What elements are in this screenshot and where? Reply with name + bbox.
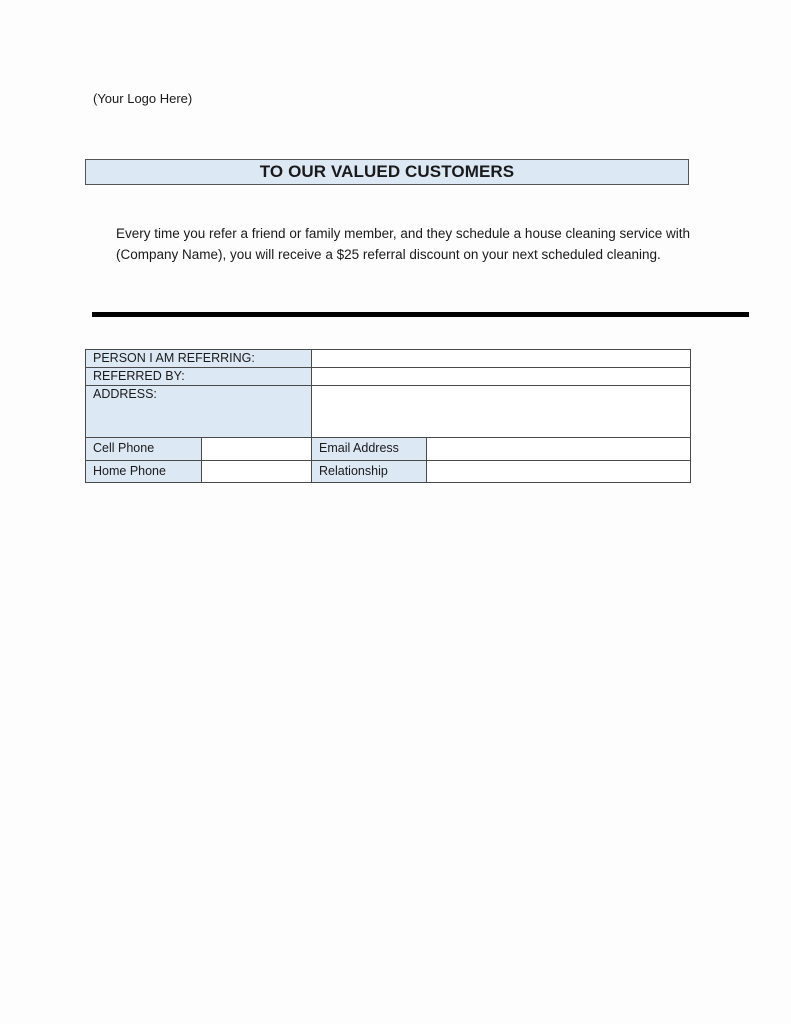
home-phone-field[interactable] xyxy=(202,461,312,483)
form-row-person-referring xyxy=(86,350,691,368)
referred-by-label: REFERRED BY: xyxy=(86,368,312,386)
form-row-referred-by xyxy=(86,368,691,386)
page-title: TO OUR VALUED CUSTOMERS xyxy=(85,159,689,185)
referred-by-field[interactable] xyxy=(312,368,691,386)
relationship-field[interactable] xyxy=(427,461,691,483)
person-referring-field[interactable] xyxy=(312,350,691,368)
address-field[interactable] xyxy=(312,386,691,438)
email-address-label: Email Address xyxy=(312,438,427,461)
cell-phone-field[interactable] xyxy=(202,438,312,461)
cell-phone-label: Cell Phone xyxy=(86,438,202,461)
person-referring-label: PERSON I AM REFERRING: xyxy=(86,350,312,368)
address-label: ADDRESS: xyxy=(86,386,312,438)
intro-paragraph: Every time you refer a friend or family member, and they schedule a house cleaning service with (Company Name), you will receive a $25 referral discount on your next scheduled cleaning. xyxy=(116,226,691,262)
form-row-home-relationship xyxy=(86,461,691,483)
form-row-address xyxy=(86,386,691,438)
section-divider xyxy=(92,312,749,317)
email-address-field[interactable] xyxy=(427,438,691,461)
referral-form xyxy=(85,349,691,483)
logo-placeholder: (Your Logo Here) xyxy=(93,91,193,106)
form-row-cell-email xyxy=(86,438,691,461)
relationship-label: Relationship xyxy=(312,461,427,483)
home-phone-label: Home Phone xyxy=(86,461,202,483)
